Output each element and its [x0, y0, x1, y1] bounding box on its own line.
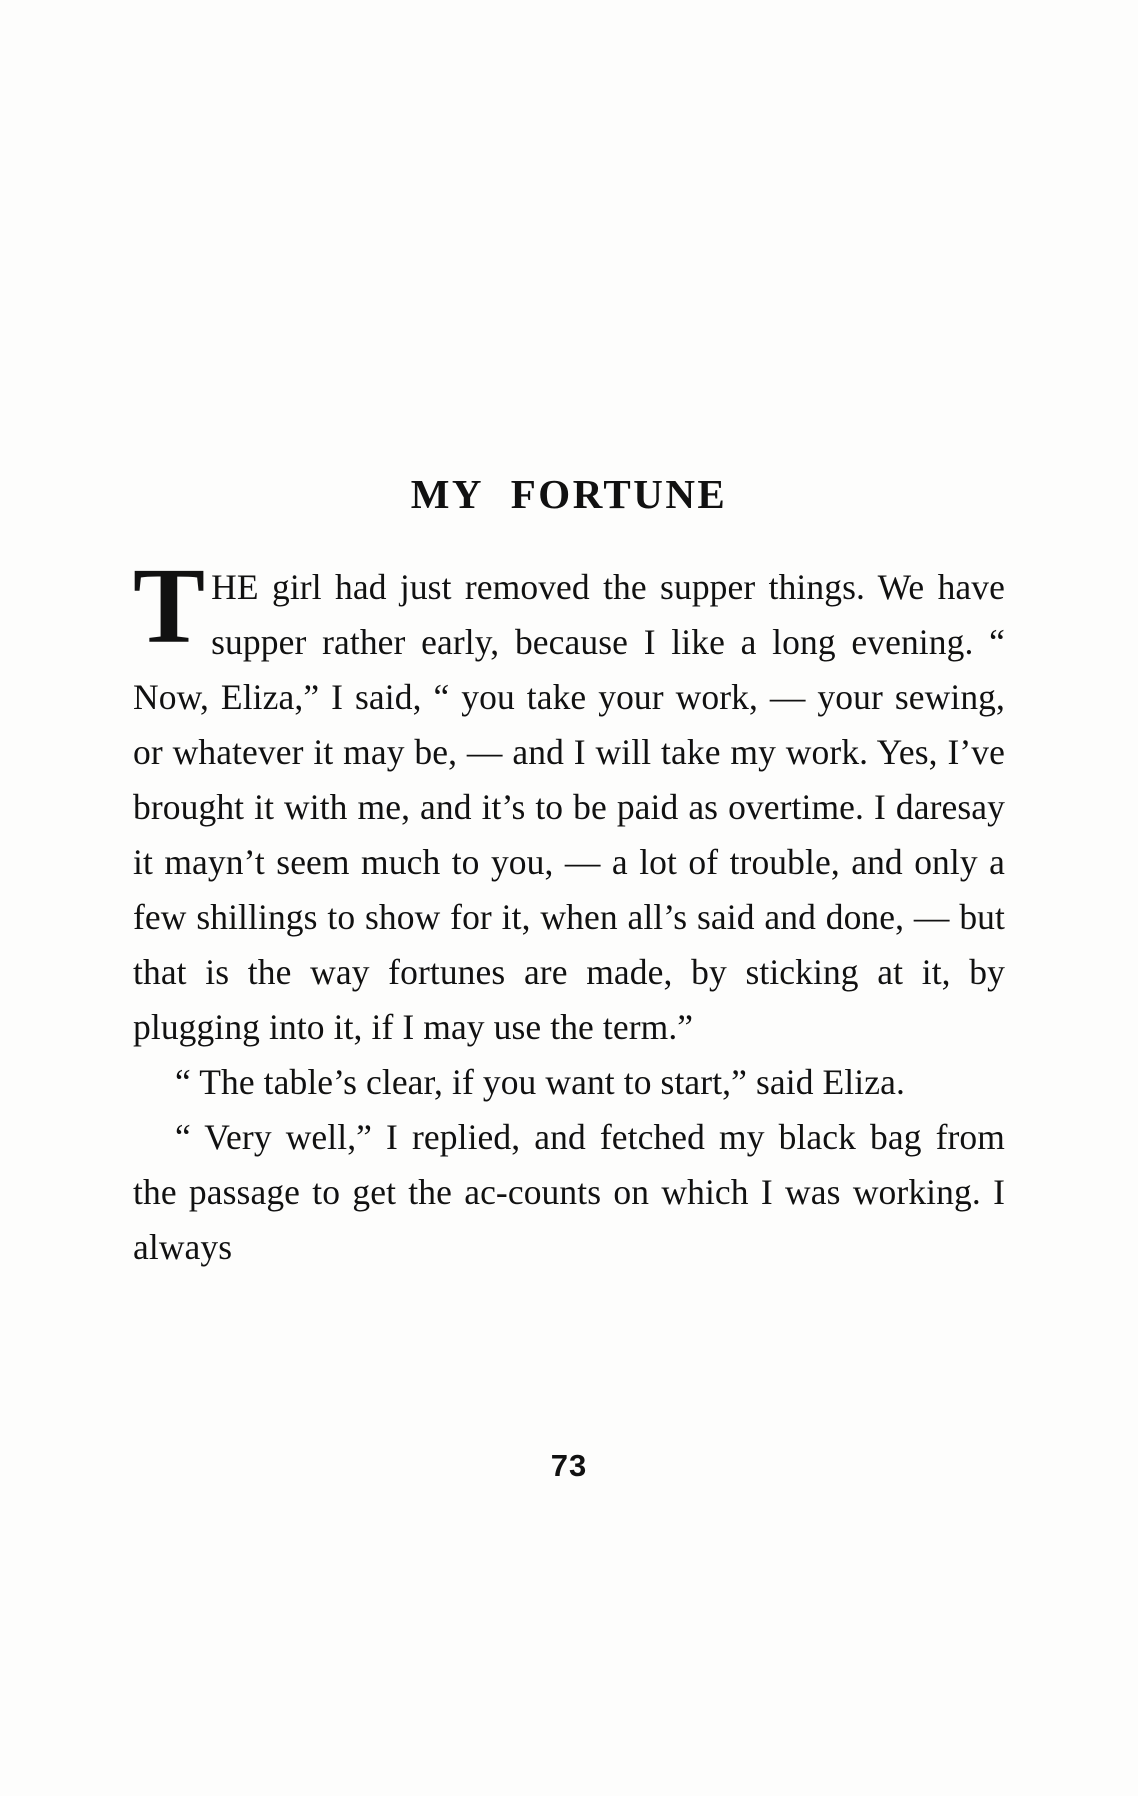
drop-cap: T	[133, 547, 206, 666]
paragraph-1-text: HE girl had just removed the supper things. We have supper rather early, because I like a long evening. “ Now, Eliza,” I said, “ you take your work, — your sewing, or whatever it may be, — and I will take my work. Yes, I’ve brought it with me, and it’s to be paid as overtime. I daresay it mayn’t seem much to you, — a lot of trouble, and only a few shillings to show for it, when all’s said and done, — but that is the way fortunes are made, by sticking at it, by plugging into it, if I may use the term.”	[133, 567, 1005, 1047]
page-number: 73	[550, 1448, 588, 1483]
page-content	[133, 470, 1005, 1275]
paragraph-2: “ The table’s clear, if you want to start,” said Eliza.	[175, 1062, 905, 1102]
chapter-title: MY FORTUNE	[410, 471, 728, 517]
paragraph-1	[133, 547, 1005, 1055]
paragraph-3: “ Very well,” I replied, and fetched my black bag from the passage to get the ac-counts on which I was working. I always	[133, 1117, 1005, 1267]
